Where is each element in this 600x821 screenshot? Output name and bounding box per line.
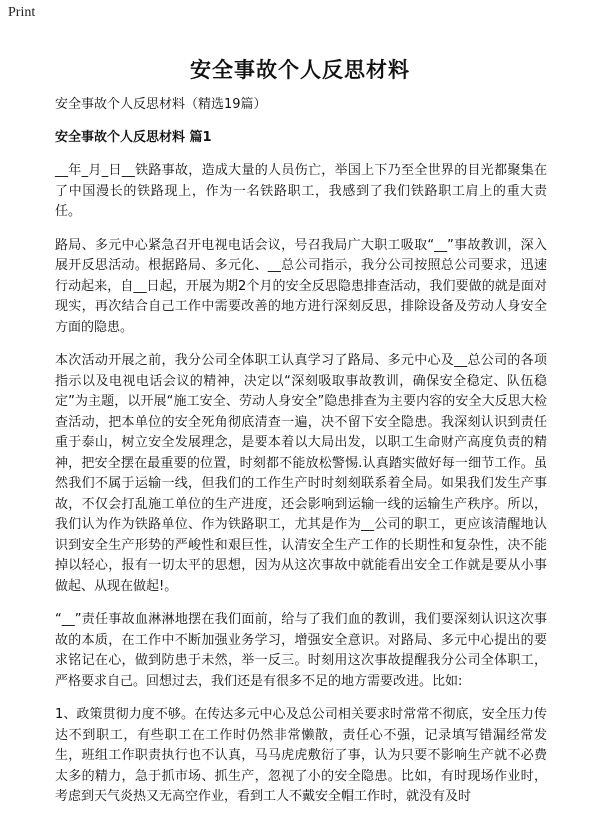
page-title: 安全事故个人反思材料: [190, 58, 410, 82]
paragraph: 路局、多元中心紧急召开电视电话会议，号召我局广大职工吸取“__”事故教训，深入展开反思活动。根据路局、多元化、__总公司指示，我分公司按照总公司要求，迅速行动起来，自__日起，开展为期2个月的安全反思隐患排查活动，我们要做的就是面对现实，再次结合自己工作中需要改善的地方进行深刻反思，排除设备及劳动人身安全方面的隐患。: [55, 237, 547, 335]
paragraph: 1、政策贯彻力度不够。在传达多元中心及总公司相关要求时常常不彻底，安全压力传达不到职工，有些职工在工作时仍然非常懒散，责任心不强，记录填写错漏经常发生，班组工作职责执行也不认真，马马虎虎敷衍了事，认为只要不影响生产就不必费太多的精力，急于抓市场、抓生产，忽视了小的安全隐患。比如，有时现场作业时，考虑到天气炎热又无高空作业，看到工人不戴安全帽工作时，就没有及时: [55, 707, 547, 804]
paragraph: 本次活动开展之前，我分公司全体职工认真学习了路局、多元中心及__总公司的各项指示以及电视电话会议的精神，决定以“深刻吸取事故教训，确保安全稳定、队伍稳定”为主题，以开展“施工安全、劳动人身安全”隐患排查为主要内容的安全大反思大检查活动，把本单位的安全死角彻底清查一遍，决不留下安全隐患。我深刻认识到责任重于泰山，树立安全发展理念，是要本着以大局出发，以职工生命财产高度负责的精神，把安全摆在最重要的位置，时刻都不能放松警惕.认真踏实做好每一细节工作。虽然我们不属于运输一线，但我们的工作生产时时刻刻联系着全局。如果我们发生产事故，不仅会打乱施工单位的生产进度，还会影响到运输一线的运输生产秩序。所以，我们认为作为铁路单位、作为铁路职工，尤其是作为__公司的职工，更应该清醒地认识到安全生产形势的严峻性和艰巨性，认清安全生产工作的长期性和复杂性，决不能掉以轻心，报有一切太平的思想，因为从这次事故中就能看出安全工作就是要从小事做起、从现在做起!。: [55, 353, 547, 594]
document-subtitle: 安全事故个人反思材料（精选19篇）: [55, 97, 267, 112]
print-link[interactable]: Print: [8, 5, 36, 20]
paragraph: __年_月_日__铁路事故，造成大量的人员伤亡，举国上下乃至全世界的目光都聚集在了中国漫长的铁路现上，作为一名铁路职工，我感到了我们铁路职工肩上的重大责任。: [55, 163, 547, 219]
document-body: [55, 96, 547, 821]
paragraph: “__”责任事故血淋淋地摆在我们面前，给与了我们血的教训，我们要深刻认识这次事故的本质，在工作中不断加强业务学习，增强安全意识。对路局、多元中心提出的要求铭记在心，做到防患于未然，举一反三。时刻用这次事故提醒我分公司全体职工，严格要求自己。回想过去，我们还是有很多不足的地方需要改进。比如:: [55, 612, 547, 689]
section-heading: 安全事故个人反思材料 篇1: [55, 130, 212, 145]
